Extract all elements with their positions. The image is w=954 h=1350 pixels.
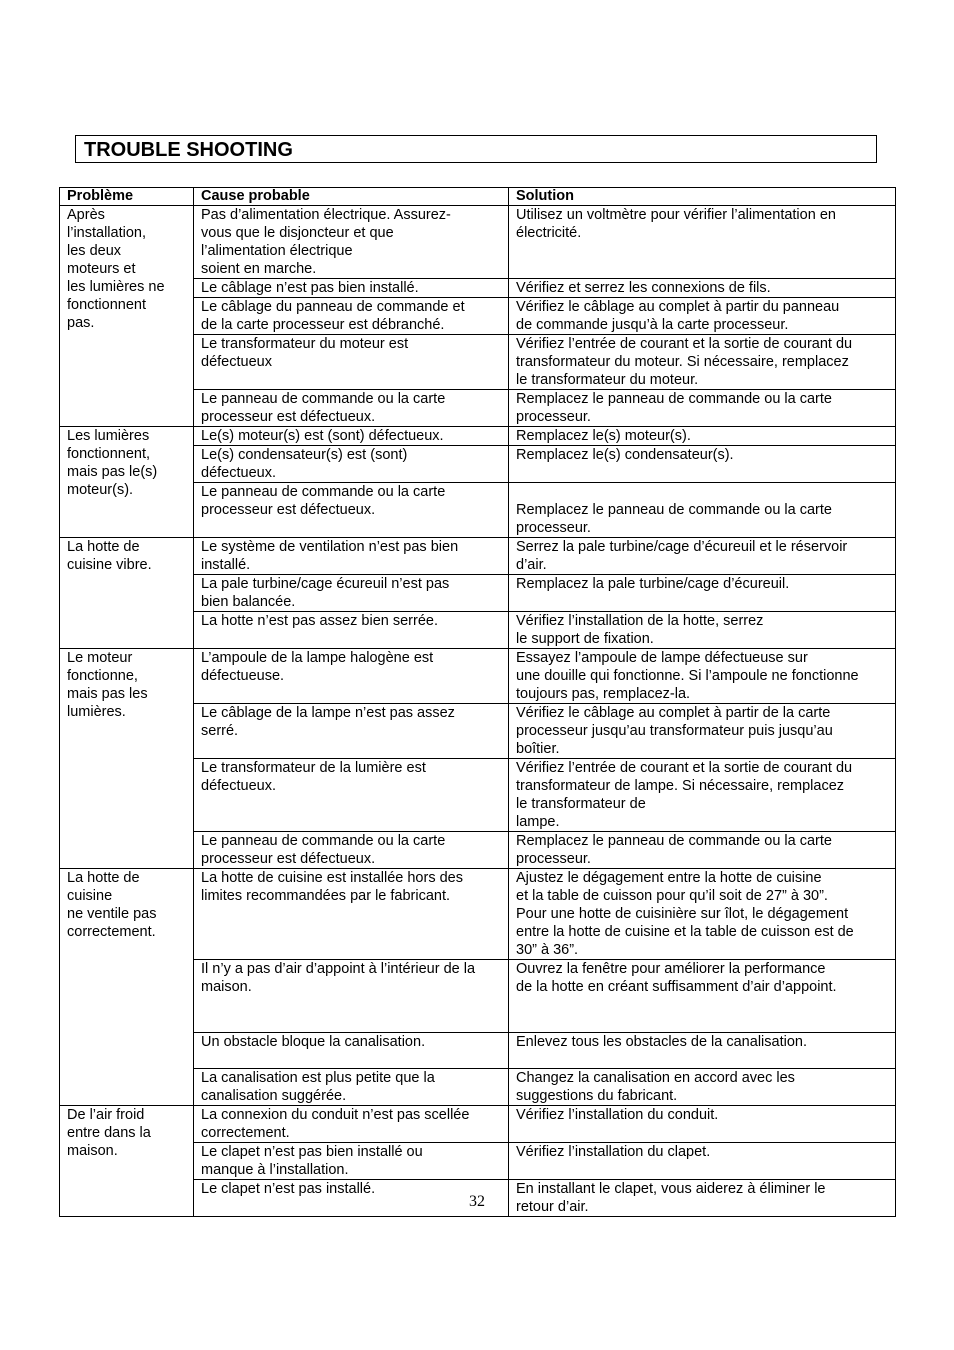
cell-text-line (516, 483, 891, 501)
cell-text-line: mais pas le(s) (67, 464, 158, 480)
cell-text-line: L’ampoule de la lampe halogène est (201, 650, 434, 666)
cause-cell (194, 612, 509, 649)
cell-text-line: Pas d’alimentation électrique. Assurez- (201, 207, 451, 223)
cell-text-line: vous que le disjoncteur et que (201, 225, 394, 241)
cell-text-line: Serrez la pale turbine/cage d’écureuil et le réservoir (516, 539, 848, 555)
cause-cell (194, 960, 509, 1033)
cell-text-line: pas. (67, 315, 95, 331)
solution-cell (509, 335, 896, 390)
cause-cell (194, 390, 509, 427)
cell-text-line: La canalisation est plus petite que la (201, 1070, 435, 1086)
cause-cell (194, 1143, 509, 1180)
cell-text-line: Le panneau de commande ou la carte (201, 833, 446, 849)
solution-cell (509, 298, 896, 335)
cause-cell (194, 427, 509, 446)
cell-text-line: de la hotte en créant suffisamment d’air d’appoint. (516, 979, 837, 995)
cell-text-line: Le transformateur du moteur est (201, 336, 409, 352)
cell-text-line: Vérifiez l’installation de la hotte, serrez (516, 613, 764, 629)
cell-text-line: Le clapet n’est pas bien installé ou (201, 1144, 423, 1160)
cell-text-line: Vérifiez l’entrée de courant et la sortie de courant du (516, 336, 853, 352)
cell-text-line: boîtier. (516, 741, 560, 757)
table-row (60, 649, 896, 704)
solution-cell (509, 1143, 896, 1180)
cell-text-line: Les lumières (67, 428, 150, 444)
solution-cell (509, 869, 896, 960)
cell-text-line: manque à l’installation. (201, 1162, 349, 1178)
cell-text-line: processeur est défectueux. (201, 409, 376, 425)
solution-cell (509, 538, 896, 575)
cell-text-line: processeur est défectueux. (201, 502, 376, 518)
solution-cell (509, 649, 896, 704)
cause-cell (194, 832, 509, 869)
solution-cell (509, 960, 896, 1033)
cell-text-line: Remplacez le(s) condensateur(s). (516, 447, 734, 463)
page-number: 32 (469, 1193, 485, 1210)
cell-text-line: Le système de ventilation n’est pas bien (201, 539, 459, 555)
cell-text-line: processeur. (516, 851, 591, 867)
cell-text-line: correctement. (201, 1125, 290, 1141)
cell-text-line: le transformateur du moteur. (516, 372, 699, 388)
solution-cell (509, 483, 896, 538)
table-row (60, 206, 896, 279)
solution-cell (509, 446, 896, 483)
cell-text-line: La hotte de (67, 539, 140, 555)
solution-cell (509, 575, 896, 612)
cell-text-line: Le panneau de commande ou la carte (201, 391, 446, 407)
cell-text-line: Le(s) condensateur(s) est (sont) (201, 447, 408, 463)
cell-text-line: La hotte de cuisine est installée hors des (201, 870, 463, 886)
cell-text-line: Remplacez le panneau de commande ou la carte (516, 502, 832, 518)
solution-cell (509, 279, 896, 298)
cell-text-line: de commande jusqu’à la carte processeur. (516, 317, 789, 333)
cell-text-line: fonctionne, (67, 668, 138, 684)
cell-text-line: Essayez l’ampoule de lampe défectueuse sur (516, 650, 808, 666)
cell-text-line: le transformateur de (516, 796, 646, 812)
cell-text-line: suggestions du fabricant. (516, 1088, 678, 1104)
cell-text-line: l’installation, (67, 225, 146, 241)
cell-text-line: canalisation suggérée. (201, 1088, 347, 1104)
cell-text-line: et la table de cuisson pour qu’il soit de 27” à 30”. (516, 888, 828, 904)
troubleshooting-table (59, 187, 896, 1217)
cell-text-line: maison. (201, 979, 252, 995)
table-row (60, 538, 896, 575)
cell-text-line: cuisine (67, 888, 113, 904)
problem-cell (60, 538, 194, 649)
problem-cell (60, 206, 194, 427)
cell-text-line: Le câblage n’est pas bien installé. (201, 280, 419, 296)
cell-text-line: Il n’y a pas d’air d’appoint à l’intérieur de la (201, 961, 476, 977)
cell-text-line: entre la hotte de cuisine et la table de cuisson est de (516, 924, 854, 940)
cell-text-line: toujours pas, remplacez-la. (516, 686, 691, 702)
cell-text-line: de la carte processeur est débranché. (201, 317, 445, 333)
solution-cell (509, 1069, 896, 1106)
cause-cell (194, 279, 509, 298)
cause-cell (194, 206, 509, 279)
cell-text-line: Ouvrez la fenêtre pour améliorer la performance (516, 961, 826, 977)
cell-text-line: Vérifiez l’entrée de courant et la sortie de courant du (516, 760, 853, 776)
cause-cell (194, 1069, 509, 1106)
cause-cell (194, 446, 509, 483)
cell-text-line: Vérifiez l’installation du clapet. (516, 1144, 711, 1160)
cell-text-line: Pour une hotte de cuisinière sur îlot, le dégagement (516, 906, 849, 922)
cell-text-line: défectueux. (201, 778, 276, 794)
cell-text-line: 30” à 36”. (516, 942, 579, 958)
table-row (60, 1106, 896, 1143)
cell-text-line: En installant le clapet, vous aiderez à éliminer le (516, 1181, 826, 1197)
cell-text-line: La pale turbine/cage écureuil n’est pas (201, 576, 450, 592)
cell-text-line: Le(s) moteur(s) est (sont) défectueux. (201, 428, 444, 444)
cell-text-line: La connexion du conduit n’est pas scellée (201, 1107, 470, 1123)
solution-cell (509, 390, 896, 427)
cell-text-line: entre dans la (67, 1125, 151, 1141)
cause-cell (194, 869, 509, 960)
cell-text-line: processeur jusqu’au transformateur puis jusqu’au (516, 723, 833, 739)
cell-text-line: moteur(s). (67, 482, 134, 498)
solution-cell (509, 1033, 896, 1069)
header-solution: Solution (509, 188, 896, 206)
cell-text-line: Ajustez le dégagement entre la hotte de cuisine (516, 870, 822, 886)
cell-text-line: d’air. (516, 557, 547, 573)
cause-cell (194, 298, 509, 335)
solution-cell (509, 759, 896, 832)
table-row (60, 869, 896, 960)
cell-text-line: électricité. (516, 225, 582, 241)
cell-text-line: limites recommandées par le fabricant. (201, 888, 451, 904)
cell-text-line: maison. (67, 1143, 118, 1159)
section-title-box (75, 135, 877, 163)
cell-text-line: Vérifiez le câblage au complet à partir de la carte (516, 705, 831, 721)
solution-cell (509, 612, 896, 649)
cell-text-line: Le transformateur de la lumière est (201, 760, 426, 776)
solution-cell (509, 206, 896, 279)
cell-text-line: transformateur de lampe. Si nécessaire, remplacez (516, 778, 845, 794)
cell-text-line: lumières. (67, 704, 126, 720)
cell-text-line: défectueux (201, 354, 272, 370)
cell-text-line: Remplacez le panneau de commande ou la carte (516, 391, 832, 407)
cell-text-line: Le câblage de la lampe n’est pas assez (201, 705, 455, 721)
cell-text-line: fonctionnent, (67, 446, 151, 462)
header-problem: Problème (60, 188, 194, 206)
cell-text-line: processeur. (516, 520, 591, 536)
cell-text-line: bien balancée. (201, 594, 296, 610)
cell-text-line: processeur. (516, 409, 591, 425)
cause-cell (194, 1033, 509, 1069)
cell-text-line: La hotte n’est pas assez bien serrée. (201, 613, 438, 629)
cell-text-line: processeur est défectueux. (201, 851, 376, 867)
cause-cell (194, 483, 509, 538)
cell-text-line: défectueuse. (201, 668, 285, 684)
cell-text-line: De l’air froid (67, 1107, 145, 1123)
cause-cell (194, 704, 509, 759)
cause-cell (194, 575, 509, 612)
cause-cell (194, 649, 509, 704)
cell-text-line: Changez la canalisation en accord avec les (516, 1070, 795, 1086)
table-row (60, 427, 896, 446)
cell-text-line: Le clapet n’est pas installé. (201, 1181, 376, 1197)
cause-cell (194, 538, 509, 575)
cause-cell (194, 759, 509, 832)
header-cause: Cause probable (194, 188, 509, 206)
cell-text-line: Vérifiez et serrez les connexions de fils. (516, 280, 771, 296)
solution-cell (509, 704, 896, 759)
cause-cell (194, 1106, 509, 1143)
table-header-row (60, 188, 896, 206)
cell-text-line: Le moteur (67, 650, 133, 666)
cell-text-line: l’alimentation électrique (201, 243, 353, 259)
cell-text-line: La hotte de (67, 870, 140, 886)
cell-text-line: retour d’air. (516, 1199, 589, 1215)
cell-text-line: cuisine vibre. (67, 557, 152, 573)
cell-text-line: Après (67, 207, 105, 223)
cell-text-line: une douille qui fonctionne. Si l’ampoule ne fonctionne (516, 668, 859, 684)
solution-cell (509, 427, 896, 446)
cell-text-line: moteurs et (67, 261, 136, 277)
cell-text-line: Utilisez un voltmètre pour vérifier l’alimentation en (516, 207, 836, 223)
cell-text-line: les deux (67, 243, 122, 259)
problem-cell (60, 649, 194, 869)
cell-text-line: les lumières ne (67, 279, 165, 295)
table-body (60, 206, 896, 1217)
cell-text-line: lampe. (516, 814, 560, 830)
cell-text-line: correctement. (67, 924, 156, 940)
cell-text-line: ne ventile pas (67, 906, 157, 922)
cell-text-line: Remplacez le panneau de commande ou la carte (516, 833, 832, 849)
cell-text-line: mais pas les (67, 686, 148, 702)
cell-text-line: installé. (201, 557, 251, 573)
cell-text-line: serré. (201, 723, 239, 739)
cell-text-line: Le câblage du panneau de commande et (201, 299, 465, 315)
section-title: TROUBLE SHOOTING (84, 139, 293, 161)
cell-text-line: fonctionnent (67, 297, 147, 313)
cell-text-line: Remplacez le(s) moteur(s). (516, 428, 691, 444)
problem-cell (60, 869, 194, 1106)
solution-cell (509, 1106, 896, 1143)
cell-text-line: Un obstacle bloque la canalisation. (201, 1034, 426, 1050)
cell-text-line: Vérifiez l’installation du conduit. (516, 1107, 719, 1123)
problem-cell (60, 427, 194, 538)
cell-text-line: soient en marche. (201, 261, 317, 277)
cell-text-line: le support de fixation. (516, 631, 654, 647)
cell-text-line: Remplacez la pale turbine/cage d’écureuil. (516, 576, 790, 592)
cause-cell (194, 335, 509, 390)
cell-text-line: Le panneau de commande ou la carte (201, 484, 446, 500)
cell-text-line: transformateur du moteur. Si nécessaire, remplacez (516, 354, 849, 370)
cell-text-line: Enlevez tous les obstacles de la canalisation. (516, 1034, 807, 1050)
cell-text-line: Vérifiez le câblage au complet à partir du panneau (516, 299, 840, 315)
cell-text-line: défectueux. (201, 465, 276, 481)
solution-cell (509, 832, 896, 869)
